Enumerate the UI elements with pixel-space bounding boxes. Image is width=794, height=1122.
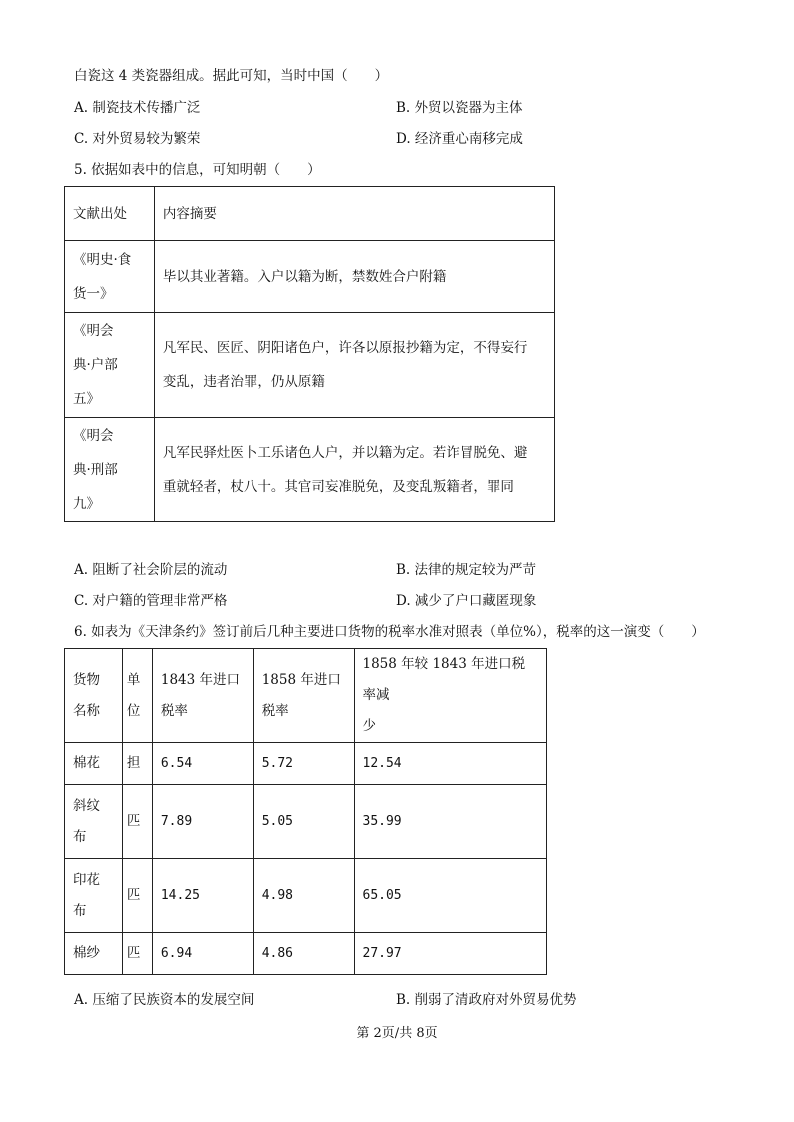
table-row — [65, 241, 555, 313]
q5-content-cell: 毕以其业著籍。入户以籍为断，禁数姓合户附籍 — [154, 241, 554, 313]
q6-table — [64, 648, 547, 975]
q6-1843-cell: 6.94 — [152, 933, 253, 975]
q6-table-header — [65, 649, 547, 743]
table-row — [65, 418, 555, 522]
q6-header-diff: 1858 年较 1843 年进口税率减 少 — [354, 649, 547, 743]
q4-option-d: D. 经济重心南移完成 — [396, 131, 523, 147]
q6-option-a: A. 压缩了民族资本的发展空间 — [74, 992, 255, 1008]
table-row — [65, 933, 547, 975]
q6-1843-cell: 7.89 — [152, 785, 253, 859]
q5-content-cell: 凡军民驿灶医卜工乐诸色人户，并以籍为定。若诈冒脱免、避 重就轻者，杖八十。其官司妄准脱免，及变乱叛籍者，罪同 — [154, 418, 554, 522]
q6-unit-cell: 匹 — [122, 859, 152, 933]
q6-1858-cell: 5.05 — [253, 785, 354, 859]
q6-diff-cell: 12.54 — [354, 743, 547, 785]
q5-table — [64, 186, 555, 522]
q4-option-c: C. 对外贸易较为繁荣 — [74, 131, 201, 147]
q5-option-a: A. 阻断了社会阶层的流动 — [74, 562, 228, 578]
q6-option-b: B. 削弱了清政府对外贸易优势 — [396, 992, 577, 1008]
page-footer: 第 2页/共 8页 — [356, 1026, 438, 1041]
q6-diff-cell: 27.97 — [354, 933, 547, 975]
q6-header-unit: 单 位 — [122, 649, 152, 743]
table-row — [65, 785, 547, 859]
q6-name-cell: 棉花 — [65, 743, 123, 785]
q5-header-content: 内容摘要 — [154, 187, 554, 241]
q6-unit-cell: 匹 — [122, 933, 152, 975]
q5-source-cell: 《明会 典·刑部 九》 — [65, 418, 155, 522]
q6-name-cell: 棉纱 — [65, 933, 123, 975]
q5-stem: 5. 依据如表中的信息，可知明朝（ ） — [74, 162, 321, 178]
q6-1843-cell: 14.25 — [152, 859, 253, 933]
q4-option-b: B. 外贸以瓷器为主体 — [396, 100, 523, 116]
q6-diff-cell: 65.05 — [354, 859, 547, 933]
q6-unit-cell: 担 — [122, 743, 152, 785]
q6-stem: 6. 如表为《天津条约》签订前后几种主要进口货物的税率水准对照表（单位%），税率的这一演变（ ） — [74, 624, 705, 640]
table-row — [65, 859, 547, 933]
q5-content-cell: 凡军民、医匠、阴阳诸色户，许各以原报抄籍为定，不得妄行 变乱，违者治罪，仍从原籍 — [154, 313, 554, 418]
table-row — [65, 743, 547, 785]
q6-1858-cell: 4.86 — [253, 933, 354, 975]
q6-header-1843: 1843 年进口 税率 — [152, 649, 253, 743]
q4-stem-tail: 白瓷这 4 类瓷器组成。据此可知，当时中国（ ） — [74, 68, 389, 84]
q5-option-c: C. 对户籍的管理非常严格 — [74, 593, 228, 609]
q6-name-cell: 斜纹 布 — [65, 785, 123, 859]
q6-unit-cell: 匹 — [122, 785, 152, 859]
q5-table-header — [65, 187, 555, 241]
q6-1858-cell: 4.98 — [253, 859, 354, 933]
q5-source-cell: 《明史·食 货一》 — [65, 241, 155, 313]
table-row — [65, 313, 555, 418]
q5-header-source: 文献出处 — [65, 187, 155, 241]
q6-1858-cell: 5.72 — [253, 743, 354, 785]
q5-source-cell: 《明会 典·户部 五》 — [65, 313, 155, 418]
q6-1843-cell: 6.54 — [152, 743, 253, 785]
q5-option-d: D. 减少了户口藏匿现象 — [396, 593, 537, 609]
q6-header-name: 货物 名称 — [65, 649, 123, 743]
q4-option-a: A. 制瓷技术传播广泛 — [74, 100, 201, 116]
q5-option-b: B. 法律的规定较为严苛 — [396, 562, 537, 578]
q6-diff-cell: 35.99 — [354, 785, 547, 859]
q6-header-1858: 1858 年进口 税率 — [253, 649, 354, 743]
q6-name-cell: 印花 布 — [65, 859, 123, 933]
